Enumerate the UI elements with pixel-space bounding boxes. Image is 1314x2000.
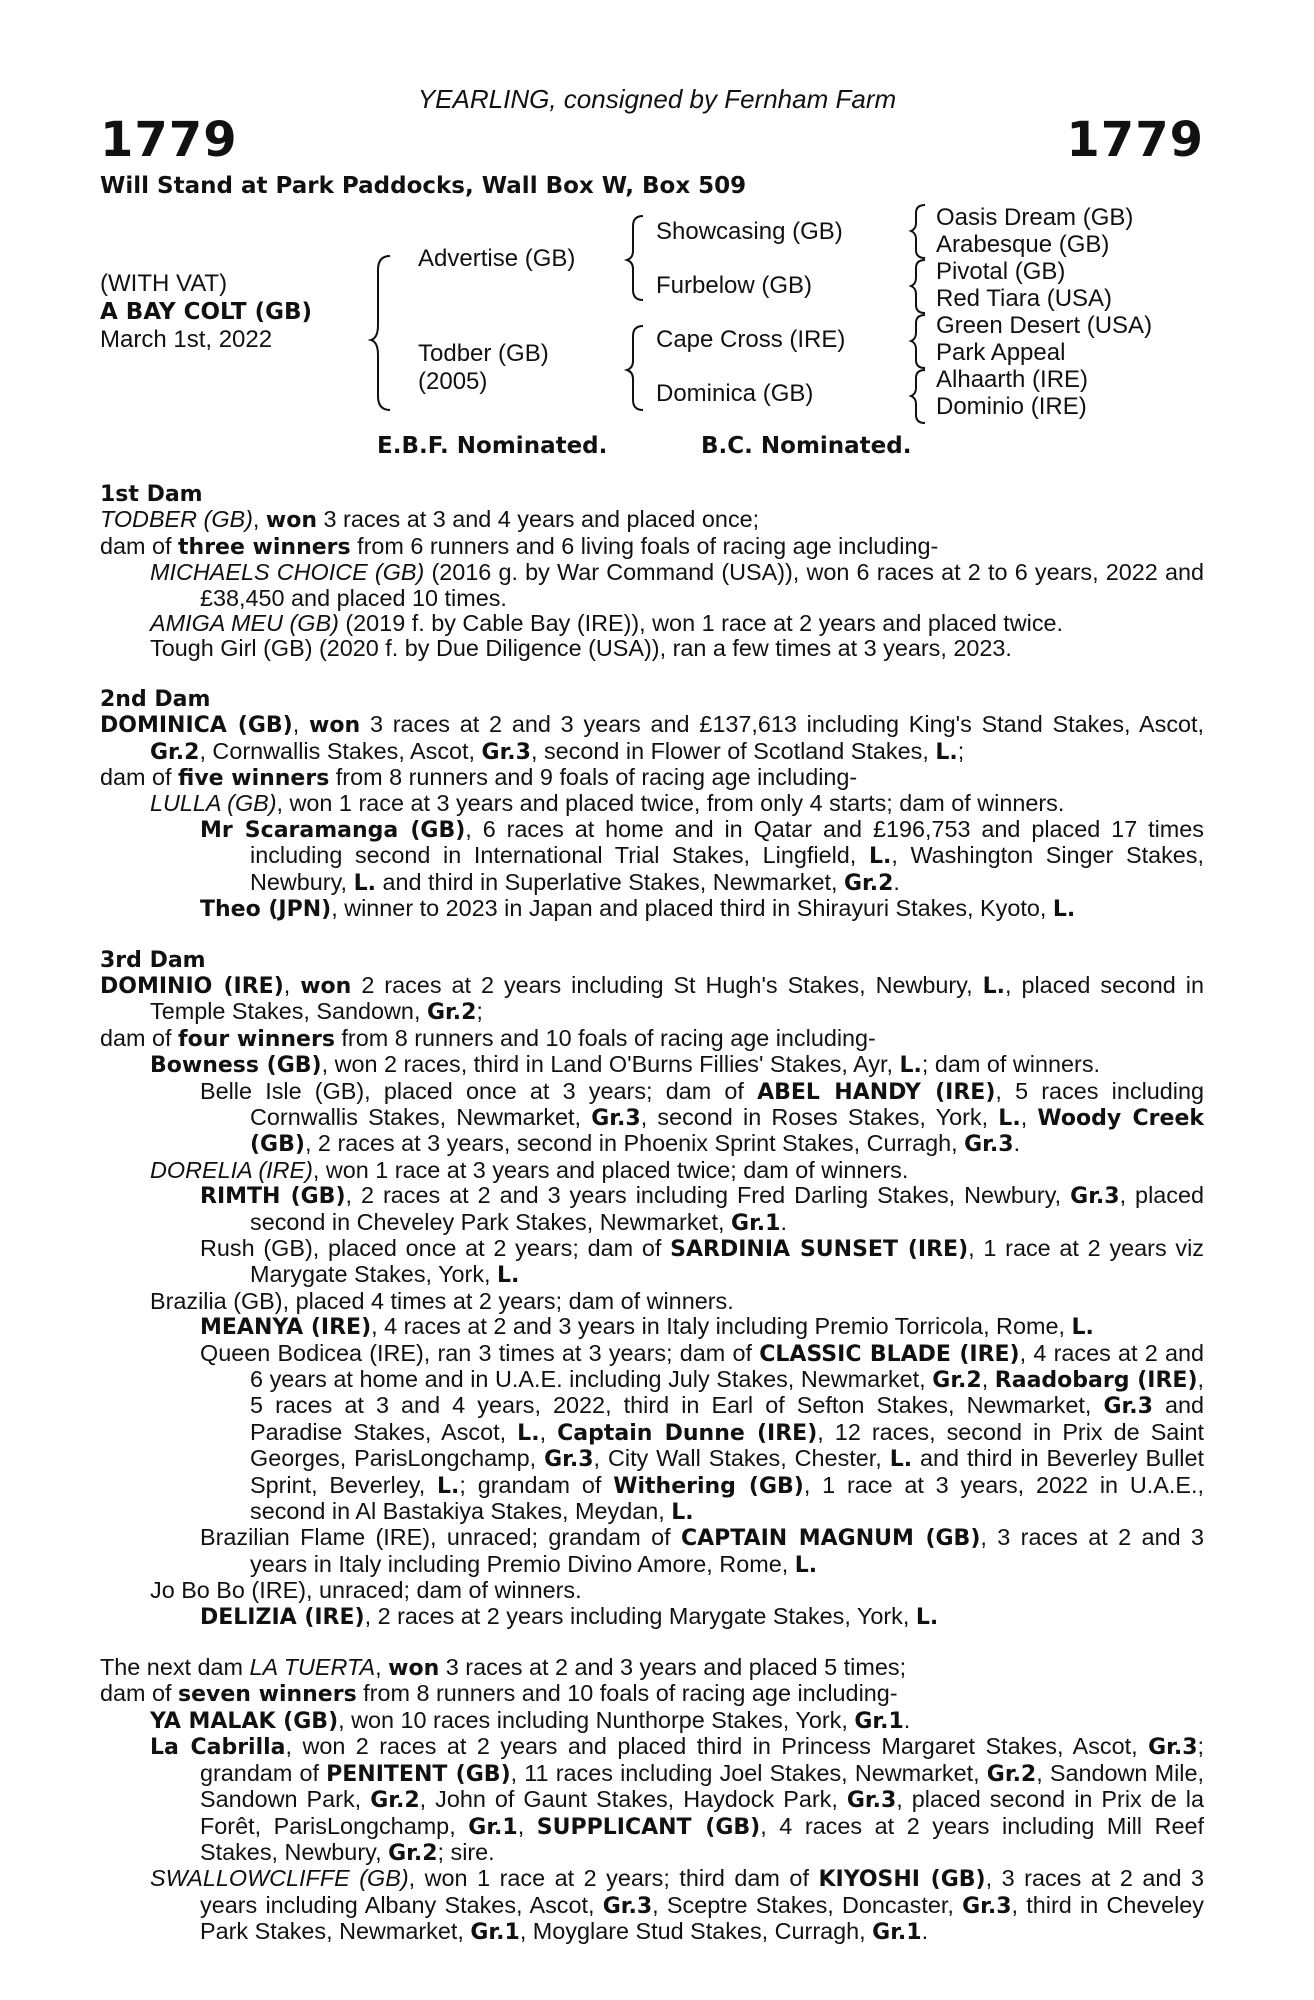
- stand-location: Will Stand at Park Paddocks, Wall Box W, Box 509: [100, 173, 747, 199]
- lot-number-left: 1779: [100, 112, 238, 168]
- produce-entry: Theo (JPN), winner to 2023 in Japan and placed third in Shirayuri Stakes, Kyoto, L.: [200, 895, 1076, 923]
- section-heading: 1st Dam: [100, 482, 203, 507]
- dam-year: (2005): [418, 368, 488, 395]
- produce-summary: dam of three winners from 6 runners and 6 living foals of racing age including-: [100, 532, 939, 560]
- g3-ancestor: Alhaarth (IRE): [936, 366, 1089, 393]
- vat-note: (WITH VAT): [100, 270, 228, 297]
- g3-ancestor: Oasis Dream (GB): [936, 204, 1134, 231]
- dam-entry: TODBER (GB), won 3 races at 3 and 4 years and placed once;: [100, 506, 760, 534]
- produce-entry: Tough Girl (GB) (2020 f. by Due Diligence (USA)), ran a few times at 3 years, 2023.: [150, 635, 1012, 662]
- produce-entry: Queen Bodicea (IRE), ran 3 times at 3 years; dam of CLASSIC BLADE (IRE), 4 races at 2 and 6 years at home and in U.A.E. including July Stakes, Newmarket, Gr.2, Raadobarg (IRE), 5 races at 3 and 4 years, 2022, third in Earl of Sefton Stakes, Newmarket, Gr.3 and Paradise Stakes, Ascot, L., Captain Dunne (IRE), 12 races, second in Prix de Saint Georges, ParisLongchamp, Gr.3, City Wall Stakes, Chester, L. and third in Beverley Bullet Sprint, Beverley, L.; grandam of Withering (GB), 1 race at 3 years, 2022 in U.A.E., second in Al Bastakiya Stakes, Meydan, L.: [200, 1339, 1205, 1526]
- produce-entry: La Cabrilla, won 2 races at 2 years and placed third in Princess Margaret Stakes, Ascot, Gr.3; grandam of PENITENT (GB), 11 races including Joel Stakes, Newmarket, Gr.2, Sandown Mile, Sandown Park, Gr.2, John of Gaunt Stakes, Haydock Park, Gr.3, placed second in Prix de la Forêt, ParisLongchamp, Gr.1, SUPPLICANT (GB), 4 races at 2 years including Mill Reef Stakes, Newbury, Gr.2; sire.: [150, 1733, 1204, 1866]
- produce-entry: Rush (GB), placed once at 2 years; dam of SARDINIA SUNSET (IRE), 1 race at 2 years viz Marygate Stakes, York, L.: [200, 1234, 1204, 1289]
- section-heading: 2nd Dam: [100, 686, 211, 712]
- produce-entry: Brazilian Flame (IRE), unraced; grandam of CAPTAIN MAGNUM (GB), 3 races at 2 and 3 years in Italy including Premio Divino Amore, Rome, L.: [200, 1524, 1204, 1578]
- produce-entry: Belle Isle (GB), placed once at 3 years; dam of ABEL HANDY (IRE), 5 races including Cornwallis Stakes, Newmarket, Gr.3, second in Roses Stakes, York, L., Woody Creek (GB), 2 races at 3 years, second in Phoenix Sprint Stakes, Curragh, Gr.3.: [200, 1077, 1205, 1158]
- produce-entry: YA MALAK (GB), won 10 races including Nunthorpe Stakes, York, Gr.1.: [150, 1706, 911, 1734]
- section-heading: 3rd Dam: [100, 947, 206, 973]
- dam-entry: DOMINIO (IRE), won 2 races at 2 years including St Hugh's Stakes, Newbury, L., placed second in Temple Stakes, Sandown, Gr.2;: [100, 971, 1204, 1026]
- g3-ancestor: Dominio (IRE): [936, 393, 1087, 420]
- produce-entry: Brazilia (GB), placed 4 times at 2 years; dam of winners.: [150, 1287, 734, 1314]
- produce-entry: LULLA (GB), won 1 race at 3 years and placed twice, from only 4 starts; dam of winners.: [150, 790, 1065, 817]
- dam-sire: Cape Cross (IRE): [656, 326, 846, 353]
- produce-entry: MICHAELS CHOICE (GB) (2016 g. by War Command (USA)), won 6 races at 2 to 6 years, 2022 and £38,450 and placed 10 times.: [150, 559, 1204, 611]
- produce-entry: AMIGA MEU (GB) (2019 f. by Cable Bay (IRE)), won 1 race at 2 years and placed twice.: [150, 610, 1064, 637]
- dam-name: Todber (GB): [418, 340, 549, 367]
- foaling-date: March 1st, 2022: [100, 326, 273, 353]
- dam-entry: DOMINICA (GB), won 3 races at 2 and 3 years and £137,613 including King's Stand Stakes, Ascot, Gr.2, Cornwallis Stakes, Ascot, Gr.3, second in Flower of Scotland Stakes, L.;: [100, 711, 1205, 765]
- sire-dam: Furbelow (GB): [656, 272, 813, 299]
- g3-ancestor: Arabesque (GB): [936, 231, 1110, 258]
- produce-entry: Jo Bo Bo (IRE), unraced; dam of winners.: [150, 1577, 582, 1604]
- produce-entry: SWALLOWCLIFFE (GB), won 1 race at 2 years; third dam of KIYOSHI (GB), 3 races at 2 and 3 years including Albany Stakes, Ascot, Gr.3, Sceptre Stakes, Doncaster, Gr.3, third in Cheveley Park Stakes, Newmarket, Gr.1, Moyglare Stud Stakes, Curragh, Gr.1.: [150, 1865, 1204, 1946]
- lot-number-right: 1779: [1066, 112, 1204, 168]
- g3-ancestor: Green Desert (USA): [936, 312, 1153, 339]
- g3-ancestor: Pivotal (GB): [936, 258, 1066, 285]
- sire-name: Advertise (GB): [418, 245, 576, 272]
- g3-ancestor: Red Tiara (USA): [936, 285, 1113, 312]
- dam-dam: Dominica (GB): [656, 380, 814, 407]
- produce-entry: MEANYA (IRE), 4 races at 2 and 3 years in Italy including Premio Torricola, Rome, L.: [200, 1313, 1094, 1341]
- produce-entry: DELIZIA (IRE), 2 races at 2 years including Marygate Stakes, York, L.: [200, 1602, 939, 1630]
- dam-entry: The next dam LA TUERTA, won 3 races at 2 and 3 years and placed 5 times;: [100, 1654, 907, 1682]
- catalogue-body: [100, 482, 1204, 1946]
- bc-nomination: B.C. Nominated.: [701, 433, 912, 459]
- produce-summary: dam of five winners from 8 runners and 9 foals of racing age including-: [100, 764, 858, 792]
- horse-name: A BAY COLT (GB): [100, 299, 313, 325]
- produce-entry: Bowness (GB), won 2 races, third in Land O'Burns Fillies' Stakes, Ayr, L.; dam of winners.: [150, 1051, 1101, 1079]
- sire-sire: Showcasing (GB): [656, 218, 843, 245]
- produce-summary: dam of seven winners from 8 runners and 10 foals of racing age including-: [100, 1680, 898, 1708]
- consignment-line: YEARLING, consigned by Fernham Farm: [417, 84, 897, 114]
- ebf-nomination: E.B.F. Nominated.: [377, 433, 608, 459]
- produce-summary: dam of four winners from 8 runners and 10 foals of racing age including-: [100, 1024, 876, 1052]
- produce-entry: DORELIA (IRE), won 1 race at 3 years and placed twice; dam of winners.: [150, 1156, 909, 1183]
- produce-entry: Mr Scaramanga (GB), 6 races at home and in Qatar and £196,753 and placed 17 times including second in International Trial Stakes, Lingfield, L., Washington Singer Stakes, Newbury, L. and third in Superlative Stakes, Newmarket, Gr.2.: [200, 815, 1204, 896]
- g3-ancestor: Park Appeal: [936, 339, 1066, 366]
- produce-entry: RIMTH (GB), 2 races at 2 and 3 years including Fred Darling Stakes, Newbury, Gr.3, placed second in Cheveley Park Stakes, Newmarket, Gr.1.: [200, 1182, 1204, 1236]
